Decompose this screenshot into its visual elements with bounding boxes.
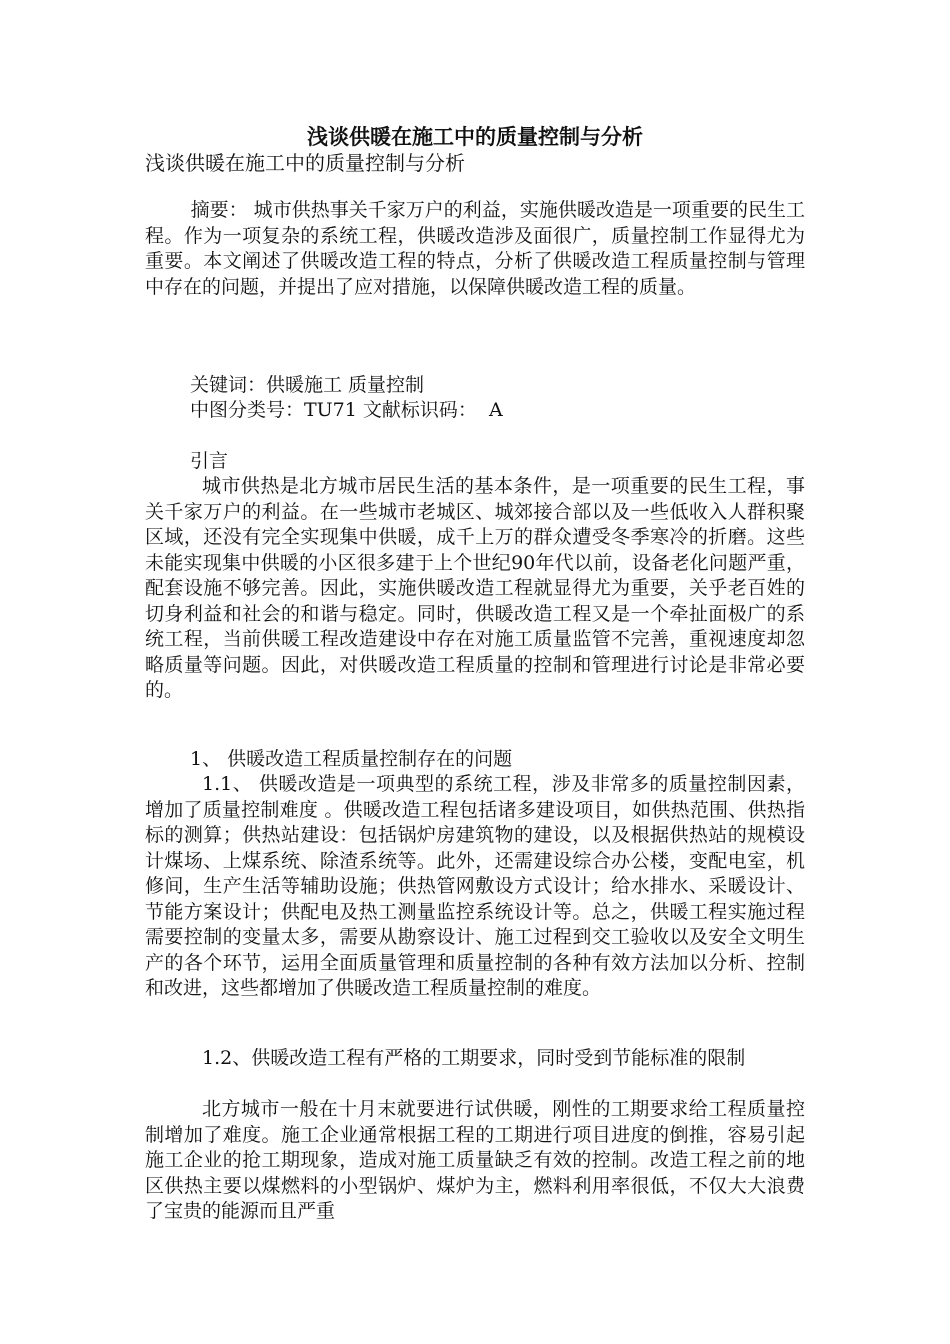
keywords-line: 关键词：供暖施工 质量控制 [190,374,425,396]
document-title: 浅谈供暖在施工中的质量控制与分析 [307,125,643,149]
intro-heading: 引言 [190,450,229,472]
section-1-2-paragraph: 北方城市一般在十月末就要进行试供暖，刚性的工期要求给工程质量控制增加了难度。施工企业通常根据工程的工期进行项目进度的倒推，容易引起施工企业的抢工期现象，造成对施工质量缺乏有效的控制。改造工程之前的地区供热主要以煤燃料的小型锅炉、煤炉为主，燃料利用率很低，不仅大大浪费了宝贵的能源而且严重 [145,1098,805,1222]
section-1-heading: 1、 供暖改造工程质量控制存在的问题 [190,748,513,770]
document-subtitle: 浅谈供暖在施工中的质量控制与分析 [145,151,465,175]
intro-paragraph: 城市供热是北方城市居民生活的基本条件，是一项重要的民生工程，事关千家万户的利益。在一些城市老城区、城郊接合部以及一些低收入人群积聚区域，还没有完全实现集中供暖，成千上万的群众遭受冬季寒冷的折磨。这些未能实现集中供暖的小区很多建于上个世纪90年代以前，设备老化问题严重，配套设施不够完善。因此，实施供暖改造工程就显得尤为重要，关乎老百姓的切身利益和社会的和谐与稳定。同时，供暖改造工程又是一个牵扯面极广的系统工程，当前供暖工程改造建设中存在对施工质量监管不完善，重视速度却忽略质量等问题。因此，对供暖改造工程质量的控制和管理进行讨论是非常必要的。 [145,475,805,701]
section-1-1-paragraph: 1.1、 供暖改造是一项典型的系统工程，涉及非常多的质量控制因素，增加了质量控制难度 。供暖改造工程包括诸多建设项目，如供热范围、供热指标的测算；供热站建设：包括锅炉房建筑物的建设，以及根据供热站的规模设计煤场、上煤系统、除渣系统等。此外，还需建设综合办公楼，变配电室，机修间，生产生活等辅助设施；供热管网敷设方式设计；给水排水、采暖设计、节能方案设计；供配电及热工测量监控系统设计等。总之，供暖工程实施过程需要控制的变量太多，需要从勘察设计、施工过程到交工验收以及安全文明生产的各个环节，运用全面质量管理和质量控制的各种有效方法加以分析、控制和改进，这些都增加了供暖改造工程质量控制的难度。 [145,773,805,999]
section-1-2-heading: 1.2、供暖改造工程有严格的工期要求，同时受到节能标准的限制 [202,1047,746,1069]
classification-line: 中图分类号：TU71 文献标识码： A [190,399,503,421]
abstract-paragraph: 摘要： 城市供热事关千家万户的利益，实施供暖改造是一项重要的民生工程。作为一项复杂的系统工程，供暖改造涉及面很广，质量控制工作显得尤为重要。本文阐述了供暖改造工程的特点，分析了供暖改造工程质量控制与管理中存在的问题，并提出了应对措施，以保障供暖改造工程的质量。 [145,199,805,298]
